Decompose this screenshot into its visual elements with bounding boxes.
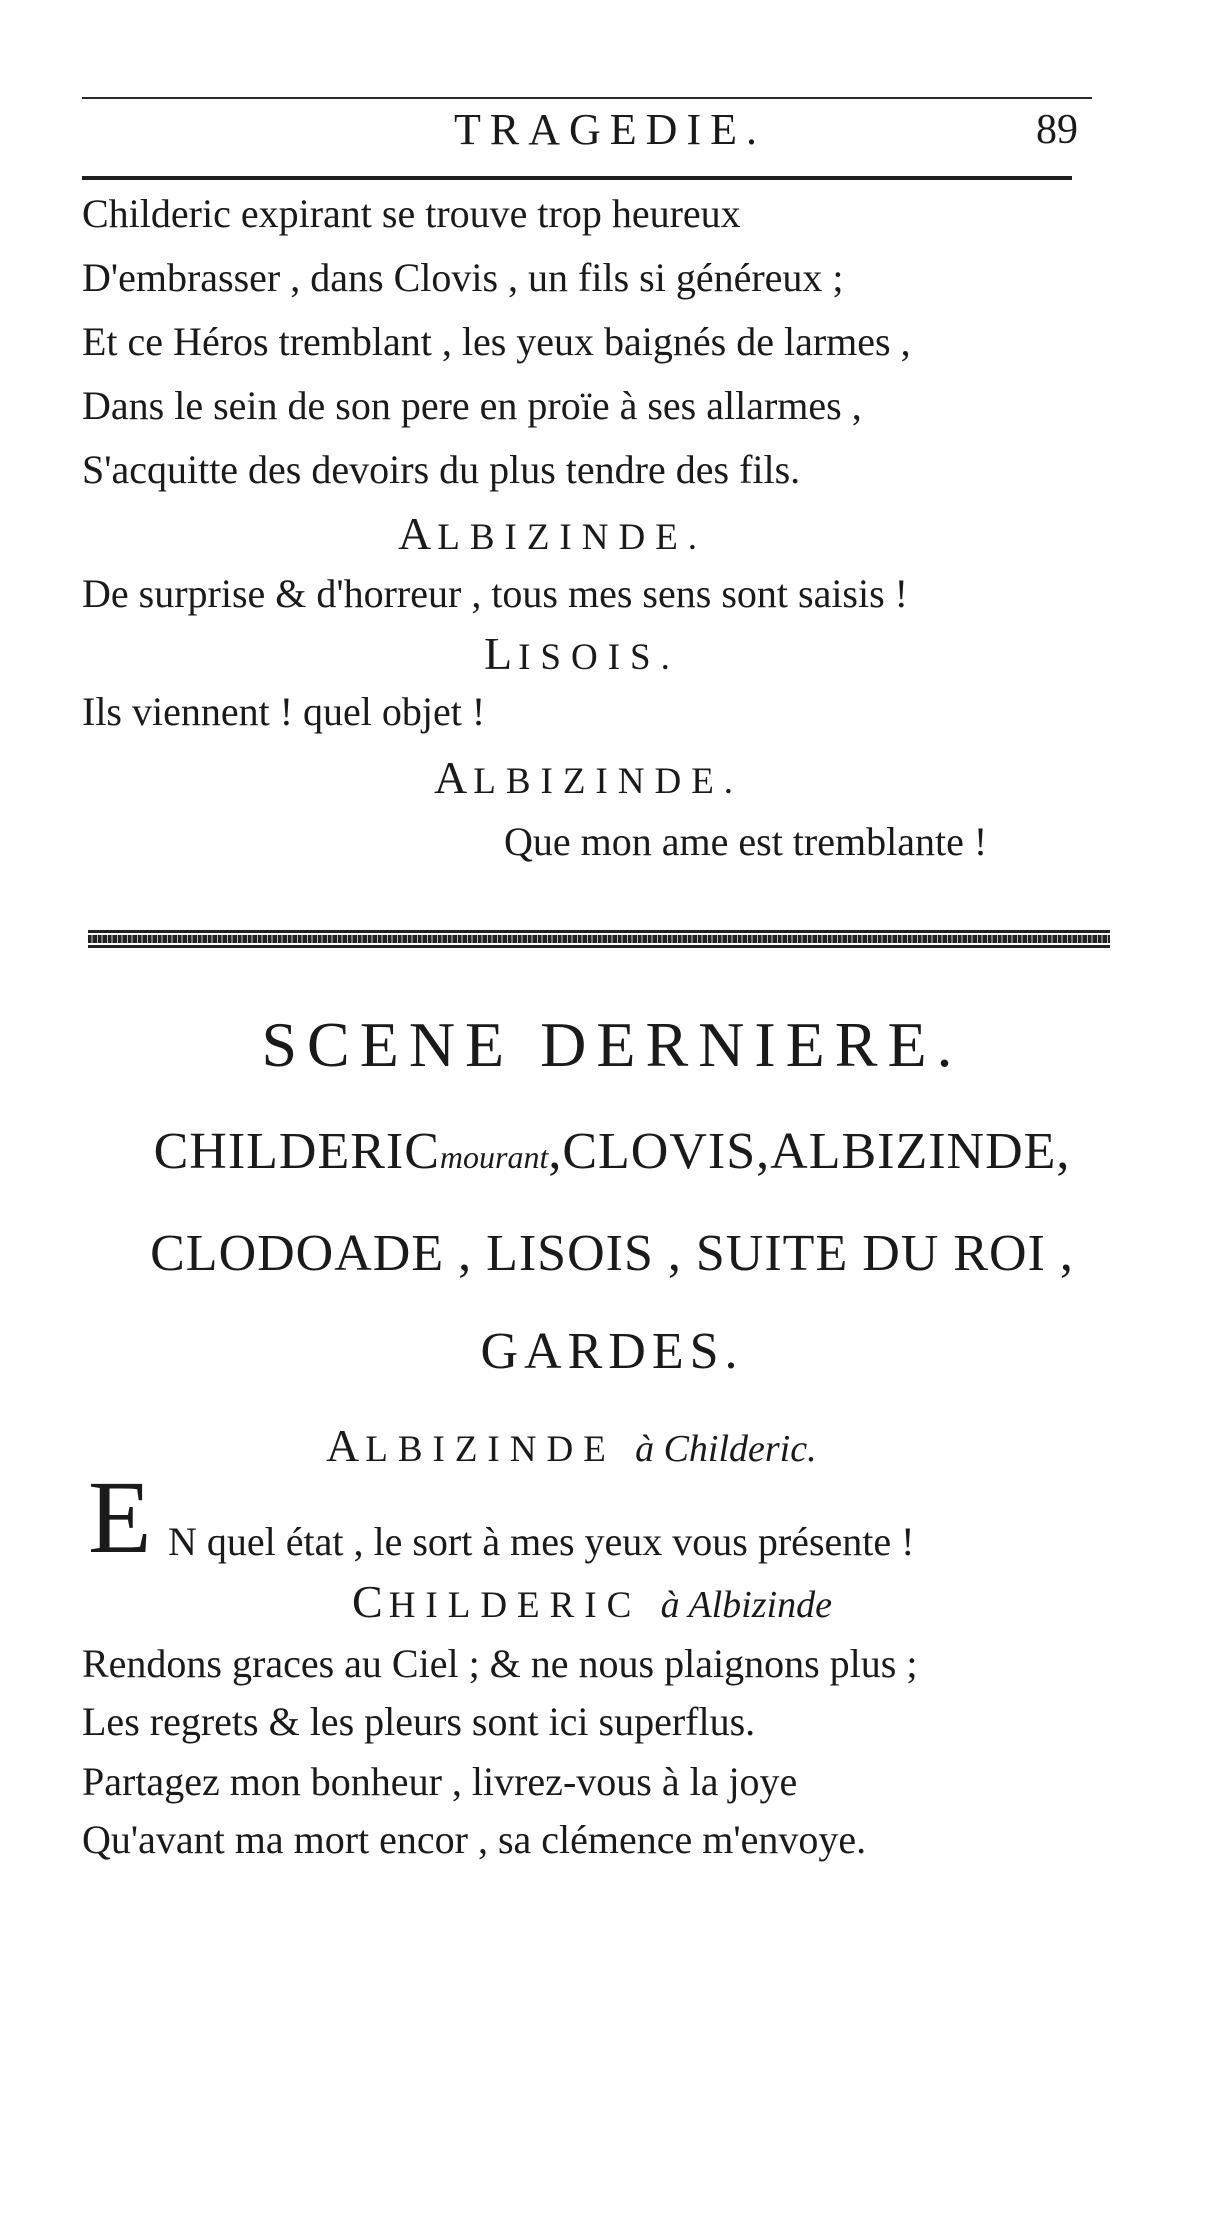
speaker-name	[398, 504, 707, 568]
cast-list-line: CLODOADE , LISOIS , SUITE DU ROI ,	[150, 1225, 1074, 1282]
speaker-rest: ISOIS.	[518, 637, 680, 678]
stage-direction: mourant	[439, 1139, 549, 1175]
stage-direction: à Childeric.	[635, 1428, 817, 1470]
verse-line: Dans le sein de son pere en proïe à ses allarmes ,	[82, 383, 862, 428]
verse-line: Qu'avant ma mort encor , sa clémence m'envoye.	[82, 1817, 867, 1862]
verse-line: S'acquitte des devoirs du plus tendre des fils.	[82, 447, 801, 492]
verse-line: Les regrets & les pleurs sont ici superflus.	[82, 1699, 756, 1744]
running-title: TRAGEDIE.	[454, 105, 766, 154]
cast-list-line	[0, 1116, 1224, 1193]
head-rule	[82, 176, 1072, 180]
top-rule	[82, 97, 1092, 99]
verse-line: D'embrasser , dans Clovis , un fils si généreux ;	[82, 255, 844, 300]
speaker-name	[484, 624, 680, 688]
verse-line: Childeric expirant se trouve trop heureux	[82, 191, 741, 236]
scene-title: SCENE DERNIERE.	[261, 1009, 963, 1080]
speaker-initial: C	[352, 1576, 389, 1627]
verse-line: Et ce Héros tremblant , les yeux baignés de larmes ,	[82, 319, 911, 364]
cast-names: ,CLOVIS,ALBIZINDE,	[548, 1123, 1071, 1180]
speaker-rest: LBIZINDE.	[437, 517, 708, 558]
speaker-name	[326, 1416, 817, 1480]
speaker-initial: A	[398, 508, 438, 559]
speaker-rest: LBIZINDE	[365, 1429, 616, 1470]
verse-line: De surprise & d'horreur , tous mes sens sont saisis !	[82, 571, 908, 616]
verse-line: Partagez mon bonheur , livrez-vous à la joye	[82, 1759, 798, 1804]
speaker-name	[434, 748, 743, 812]
cast-name: CHILDERIC	[153, 1123, 440, 1180]
speaker-initial: A	[326, 1420, 366, 1471]
speaker-rest: LBIZINDE.	[473, 761, 744, 802]
speaker-name	[352, 1572, 832, 1636]
verse-line: Rendons graces au Ciel ; & ne nous plaignons plus ;	[82, 1641, 918, 1686]
speaker-initial: A	[434, 752, 474, 803]
stage-direction: à Albizinde	[660, 1584, 832, 1626]
page-number: 89	[1036, 107, 1078, 153]
speaker-rest: HILDERIC	[388, 1585, 642, 1626]
verse-line: N quel état , le sort à mes yeux vous présente !	[168, 1519, 915, 1564]
drop-cap: E	[88, 1460, 152, 1575]
verse-line: Que mon ame est tremblante !	[504, 819, 988, 864]
cast-list-line: GARDES.	[480, 1323, 744, 1380]
ornamental-rule	[88, 930, 1110, 948]
speaker-initial: L	[484, 628, 519, 679]
verse-line: Ils viennent ! quel objet !	[82, 689, 486, 734]
